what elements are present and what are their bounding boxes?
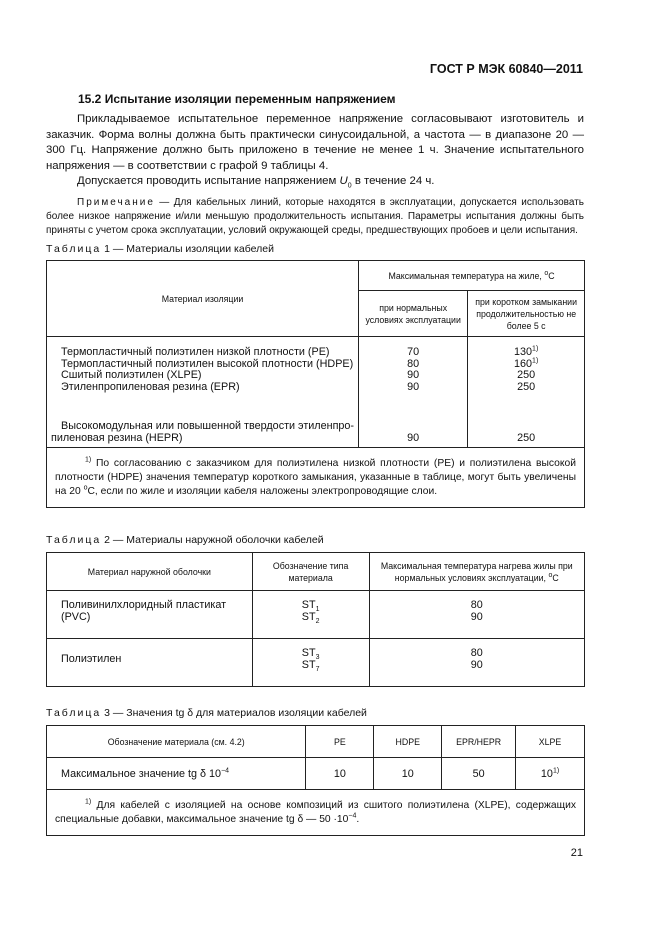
table2-header-temp: Максимальная температура нагрева жилы при нормальных условиях эксплуатации, $^о$С bbox=[369, 553, 584, 591]
table2-title: Таблица 2 — Материалы наружной оболочки кабелей bbox=[46, 534, 324, 546]
table3-title: Таблица 3 — Значения tg δ для материалов изоляции кабелей bbox=[46, 707, 367, 719]
table3-header-hdpe: HDPE bbox=[374, 726, 442, 758]
table1 bbox=[46, 260, 585, 508]
table3-header-xlpe: XLPE bbox=[516, 726, 585, 758]
table3-header-designation: Обозначение материала (см. 4.2) bbox=[47, 726, 306, 758]
table1-title: Таблица 1 — Материалы изоляции кабелей bbox=[46, 243, 274, 255]
table1-header-material: Материал изоляции bbox=[47, 261, 359, 337]
body-text bbox=[46, 112, 584, 238]
table1-normal-values: 70 80 90 90 90 bbox=[359, 337, 468, 448]
note-label: Примечание bbox=[77, 196, 155, 208]
table1-header-normal: при нормальных условиях эксплуатации bbox=[359, 291, 468, 337]
table1-header-max-temp: Максимальная температура на жиле, $^о$С bbox=[359, 261, 585, 291]
table2 bbox=[46, 552, 585, 687]
table3-header-pe: PE bbox=[306, 726, 374, 758]
table1-materials: Термопластичный полиэтилен низкой плотности (PE) Термопластичный полиэтилен высокой плотности (HDPE) Сшитый полиэтилен (XLPE) Этиленпропиленовая резина (EPR) Высокомодульная или повышенной твердости этиленпро- пиленовая резина (HEPR) bbox=[47, 337, 359, 448]
table-row: Поливинилхлоридный пластикат (PVC) $ST_1$ $ST_2$ 80 90 bbox=[47, 591, 585, 639]
table1-short-values: 130$^{1)}$ 160$^{1)}$ 250 250 250 bbox=[468, 337, 585, 448]
table3 bbox=[46, 725, 585, 836]
paragraph-24h: Допускается проводить испытание напряжением $U_0$ в течение 24 ч. bbox=[77, 175, 435, 190]
paragraph-test-voltage: Прикладываемое испытательное переменное напряжение согласовывают изготовитель и заказчик. Форма волны должна быть практически синусоидальной, а частота — в диапазоне 20 — 300 Гц. Напряжение должно быть приложено в течение не менее 1 ч. Значение испытательного напряжения — в соответствии с графой 9 таблицы 4. bbox=[46, 113, 584, 172]
table3-footnote: $^{1)}$ Для кабелей с изоляцией на основе композиций из сшитого полиэтилена (XLPE), содержащих специальные добавки, максимальное значение tg δ — $50 \cdot 10^{-4}$. bbox=[47, 790, 585, 836]
table-row: Полиэтилен $ST_3$ $ST_7$ 80 90 bbox=[47, 639, 585, 687]
table2-header-material: Материал наружной оболочки bbox=[47, 553, 253, 591]
table-row: Термопластичный полиэтилен высокой плотности (HDPE) bbox=[61, 357, 354, 370]
table3-header-epr-hepr: EPR/HEPR bbox=[442, 726, 516, 758]
section-title: 15.2 Испытание изоляции переменным напряжением bbox=[78, 92, 396, 106]
table-row-hepr: Высокомодульная или повышенной твердости этиленпро- bbox=[61, 420, 355, 433]
table-row: Сшитый полиэтилен (XLPE) bbox=[61, 369, 202, 382]
table3-row-label: Максимальное значение tg δ $10^{-4}$ bbox=[47, 758, 306, 790]
table1-header-short: при коротком замыкании продолжительностью не более 5 с bbox=[468, 291, 585, 337]
page-number: 21 bbox=[570, 847, 583, 859]
table2-header-type: Обозначение типа материала bbox=[252, 553, 369, 591]
table-row: Максимальное значение tg δ $10^{-4}$ 10 10 50 10$^{1)}$ bbox=[47, 758, 585, 790]
table-row: Этиленпропиленовая резина (EPR) bbox=[61, 380, 240, 393]
table-row: Термопластичный полиэтилен низкой плотности (PE) bbox=[61, 346, 330, 358]
document-header: ГОСТ Р МЭК 60840—2011 bbox=[429, 62, 583, 76]
table1-footnote: $^{1)}$ По согласованию с заказчиком для полиэтилена низкой плотности (PE) и полиэтилена высокой плотности (HDPE) значения температур короткого замыкания, указанные в таблице, могут быть увеличены на 20 $^о$С, если по жиле и изоляции кабеля наложены электропроводящие слои. bbox=[47, 448, 585, 508]
note: Примечание — Для кабельных линий, которые находятся в эксплуатации, допускается использовать более низкое напряжение и/или меньшую продолжительность испытания. Параметры испытания должны быть приняты с учетом срока эксплуатации, условий окружающей среды, предшествующих пробоев и цели испытания. bbox=[46, 196, 584, 236]
